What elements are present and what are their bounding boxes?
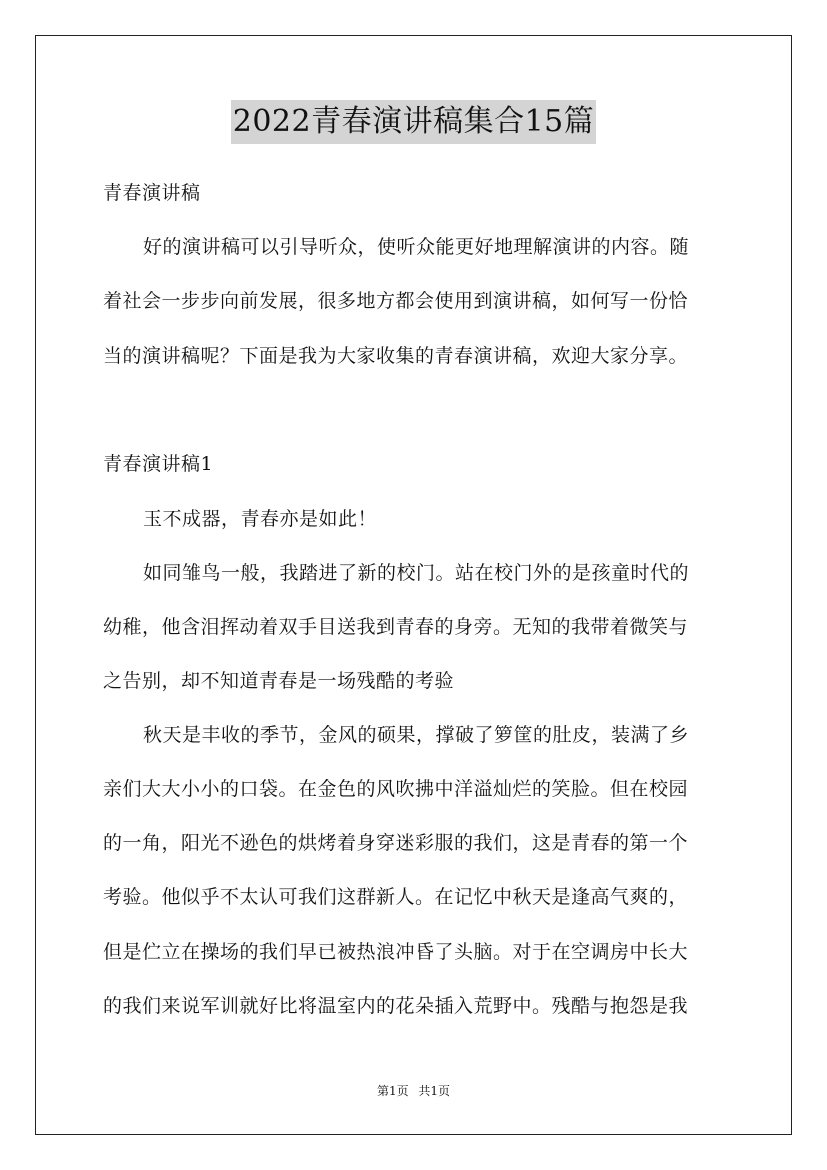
paragraph-line: 的我们来说军训就好比将温室内的花朵插入荒野中。残酷与抱怨是我 xyxy=(103,995,689,1017)
paragraph-line: 但是伫立在操场的我们早已被热浪冲昏了头脑。对于在空调房中长大 xyxy=(103,941,689,963)
paragraph-line: 秋天是丰收的季节，金风的硕果，撑破了箩筐的肚皮，装满了乡 xyxy=(143,724,690,746)
title-container xyxy=(0,100,827,144)
paragraph-line: 考验。他似乎不太认可我们这群新人。在记忆中秋天是逢高气爽的， xyxy=(103,886,689,908)
paragraph-line: 的一角，阳光不逊色的烘烤着身穿迷彩服的我们，这是青春的第一个 xyxy=(103,832,689,854)
section-heading: 青春演讲稿1 xyxy=(103,453,214,475)
paragraph-line: 好的演讲稿可以引导听众，使听众能更好地理解演讲的内容。随 xyxy=(143,236,690,258)
page-footer xyxy=(0,1083,827,1099)
paragraph-line: 如同雏鸟一般，我踏进了新的校门。站在校门外的是孩童时代的 xyxy=(143,562,690,584)
section-heading: 青春演讲稿 xyxy=(103,182,201,204)
page-number: 第1页 xyxy=(376,1084,409,1098)
page-total: 共1页 xyxy=(418,1084,451,1098)
paragraph-line: 当的演讲稿呢？下面是我为大家收集的青春演讲稿，欢迎大家分享。 xyxy=(103,345,689,367)
paragraph-line: 幼稚，他含泪挥动着双手目送我到青春的身旁。无知的我带着微笑与 xyxy=(103,616,689,638)
document-title: 2022青春演讲稿集合15篇 xyxy=(231,100,597,144)
paragraph-line: 着社会一步步向前发展，很多地方都会使用到演讲稿，如何写一份恰 xyxy=(103,290,689,312)
paragraph-line: 亲们大大小小的口袋。在金色的风吹拂中洋溢灿烂的笑脸。但在校园 xyxy=(103,778,689,800)
paragraph-line: 玉不成器，青春亦是如此！ xyxy=(143,508,378,530)
paragraph-line: 之告别，却不知道青春是一场残酷的考验 xyxy=(103,670,455,692)
